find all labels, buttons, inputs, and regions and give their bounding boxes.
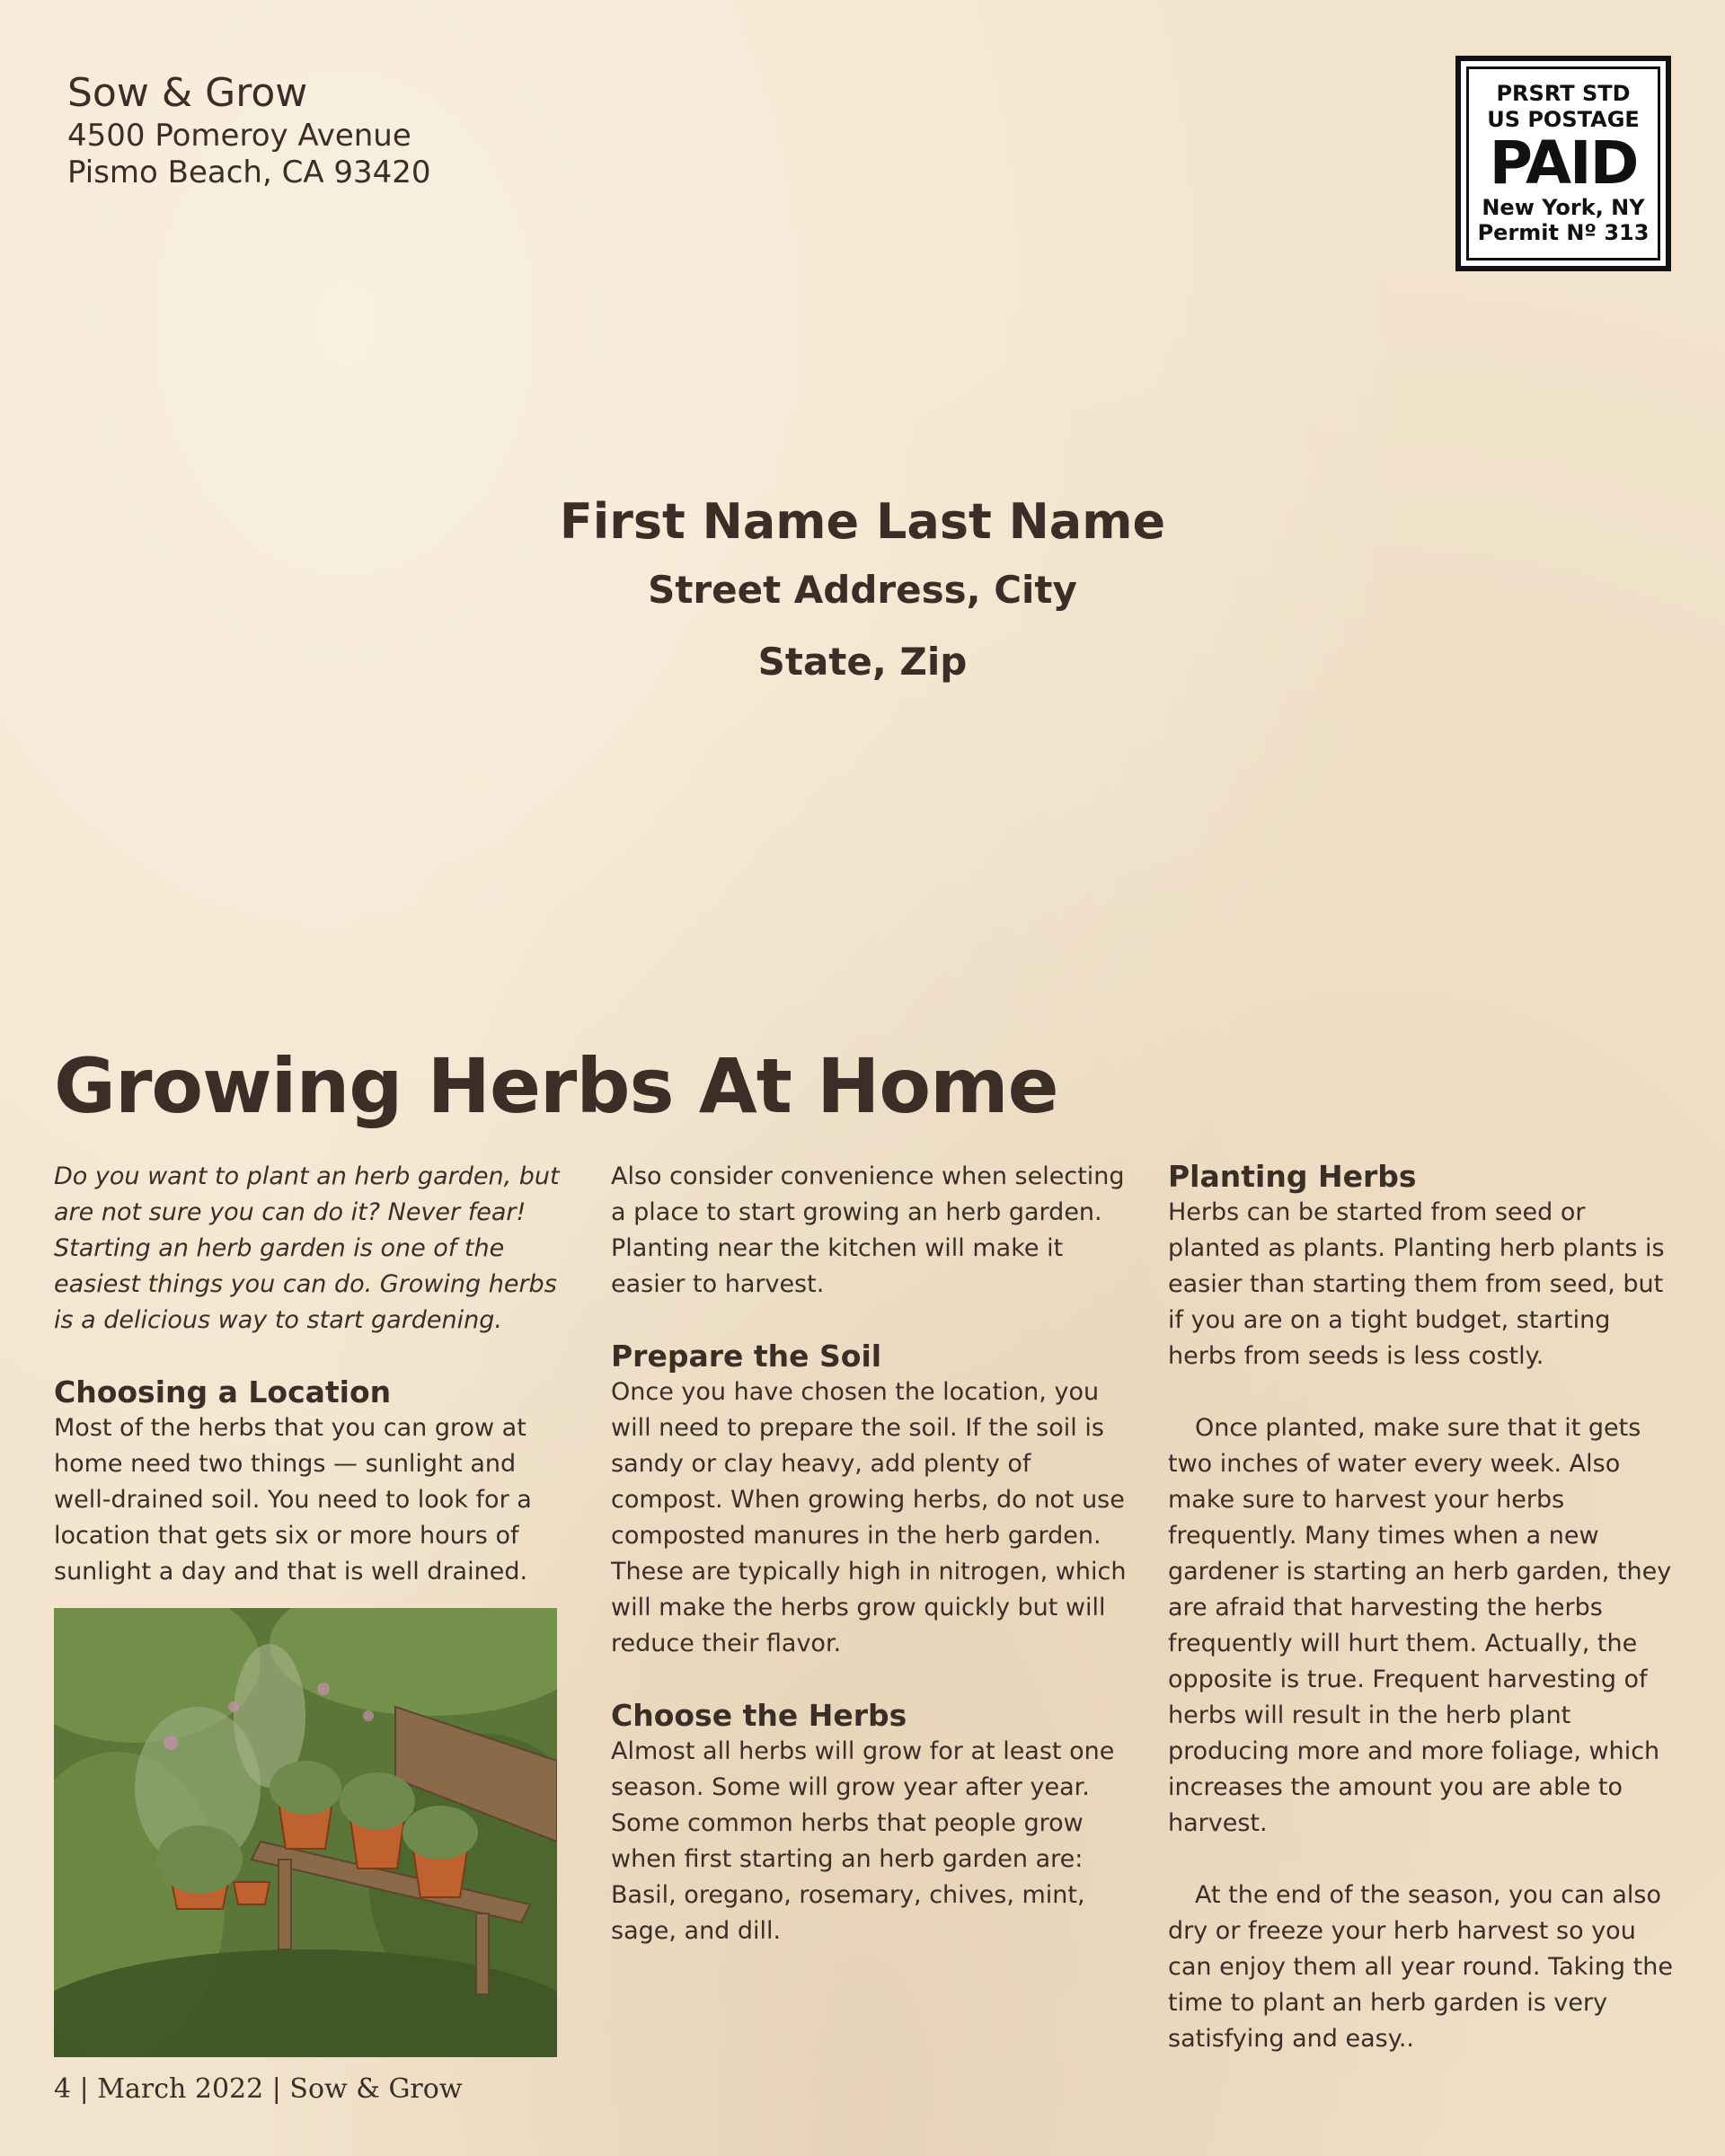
herb-garden-photo — [54, 1608, 557, 2057]
postage-line2: US POSTAGE — [1487, 106, 1640, 132]
convenience-text: Also consider convenience when selecting a place to start growing an herb garden. Planting near the kitchen will make it easier to harvest. — [611, 1162, 1125, 1298]
recipient-state-zip: State, Zip — [757, 640, 968, 684]
article-column-3 — [1168, 1159, 1680, 2093]
herbs-text: Almost all herbs will grow for at least one season. Some will grow year after year. Some common herbs that people grow when first starting an herb garden are: Basil, oregano, rosemary, chives, mint, sage, and dill. — [611, 1737, 1115, 1945]
postage-line1: PRSRT STD — [1496, 80, 1631, 106]
postage-paid: PAID — [1489, 128, 1638, 199]
return-address — [67, 70, 606, 190]
soil-text: Once you have chosen the location, you will need to prepare the soil. If the soil is sandy or clay heavy, add plenty of compost. When growing herbs, do not use composted manures in the herb garden. These are typically high in nitrogen, which will make the herbs grow quickly but will reduce their flavor. — [611, 1378, 1127, 1657]
recipient-address — [0, 490, 1725, 698]
season-text: At the end of the season, you can also dry or freeze your herb harvest so you can enjoy them all year round. Taking the time to plant an herb garden is very satisfying and easy.. — [1168, 1881, 1673, 2053]
location-heading: Choosing a Location — [54, 1374, 392, 1409]
sender-street: 4500 Pomeroy Avenue — [67, 117, 411, 154]
care-text: Once planted, make sure that it gets two inches of water every week. Also make sure to harvest your herbs frequently. Many times when a new gardener is starting an herb garden, they are afraid that harvesting the herbs frequently will hurt them. Actually, the opposite is true. Frequent harvesting of herbs will result in the herb plant producing more and more foliage, which increases the amount you are able to harvest. — [1168, 1414, 1672, 1837]
recipient-name: First Name Last Name — [559, 493, 1166, 550]
article-title: Growing Herbs At Home — [54, 1042, 1058, 1130]
planting-text: Herbs can be started from seed or planted as plants. Planting herb plants is easier than starting them from seed, but if you are on a tight budget, starting herbs from seeds is less costly. — [1168, 1198, 1665, 1370]
postage-line3: New York, NY — [1482, 194, 1645, 220]
article-column-2 — [611, 1159, 1132, 1985]
location-text: Most of the herbs that you can grow at home need two things — sunlight and well-drained soil. You need to look for a location that gets six or more hours of sunlight a day and that is well drained. — [54, 1414, 532, 1586]
article-column-1 — [54, 1159, 562, 1626]
postage-line4: Permit Nº 313 — [1477, 220, 1650, 246]
article-intro: Do you want to plant an herb garden, but are not sure you can do it? Never fear! Starting an herb garden is one of the easiest things you can do. Growing herbs is a delicious way to start gardening. — [54, 1162, 560, 1334]
herbs-heading: Choose the Herbs — [611, 1698, 907, 1733]
planting-heading: Planting Herbs — [1168, 1159, 1417, 1194]
sender-name: Sow & Grow — [67, 70, 308, 116]
sender-city: Pismo Beach, CA 93420 — [67, 154, 431, 190]
postage-indicia — [1455, 56, 1671, 271]
recipient-street-city: Street Address, City — [648, 568, 1077, 612]
page-footer: 4 | March 2022 | Sow & Grow — [54, 2073, 463, 2105]
soil-heading: Prepare the Soil — [611, 1339, 882, 1374]
